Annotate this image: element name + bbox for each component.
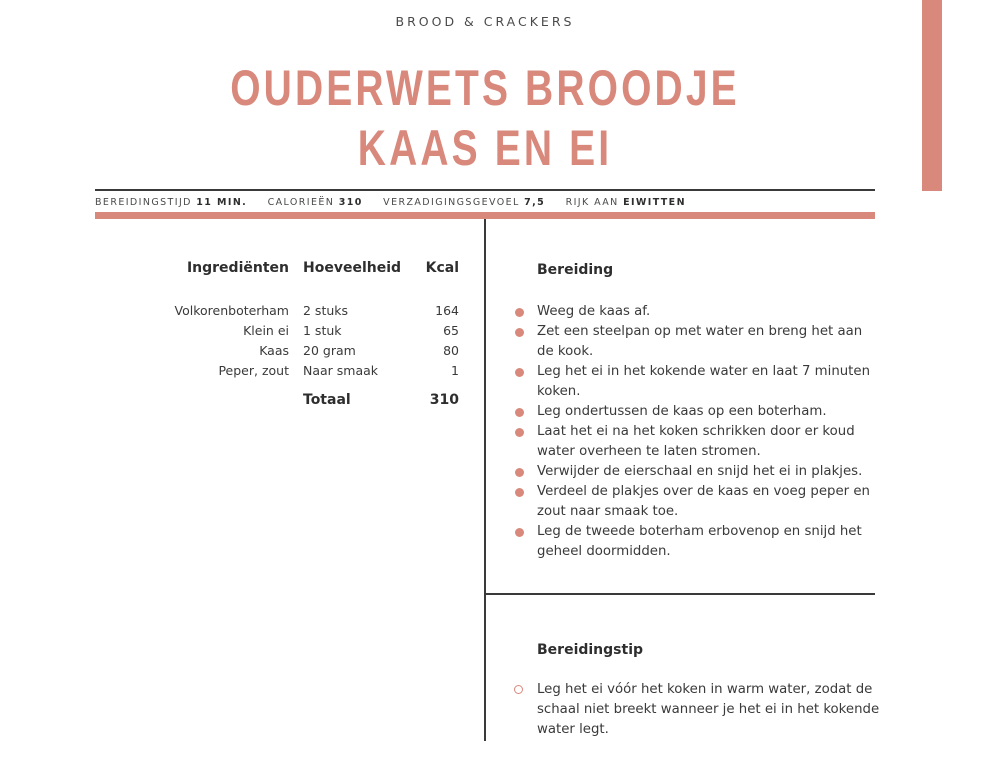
circle-bullet-icon	[514, 685, 523, 694]
title-line-2: KAAS EN EI	[357, 120, 613, 176]
ingredient-kcal: 1	[451, 362, 459, 378]
column-divider	[484, 219, 486, 741]
ingredients-table	[160, 260, 466, 410]
list-item	[510, 302, 882, 322]
category-label: BROOD & CRACKERS	[395, 14, 575, 29]
preparation-steps	[510, 302, 882, 562]
accent-rule	[95, 212, 875, 219]
list-item	[510, 402, 882, 422]
rich-value: EIWITTEN	[623, 197, 686, 208]
header-quantity: Hoeveelheid	[303, 260, 402, 276]
list-item	[510, 522, 882, 562]
cal-label: CALORIEËN	[267, 197, 335, 208]
bullet-icon	[515, 408, 524, 417]
list-item	[510, 422, 882, 462]
list-item	[510, 482, 882, 522]
bullet-icon	[515, 368, 524, 377]
ingredient-qty: 2 stuks	[303, 302, 349, 318]
ingredient-qty: Naar smaak	[303, 362, 379, 378]
top-rule	[95, 189, 875, 191]
tip-list	[510, 680, 882, 740]
step-text: Zet een steelpan op met water en breng het aan de kook.	[537, 324, 863, 359]
list-item	[510, 462, 882, 482]
section-divider	[486, 593, 875, 595]
tip-text: Leg het ei vóór het koken in warm water, zodat de schaal niet breekt wanneer je het ei in het kokende water legt.	[537, 682, 880, 737]
table-row	[160, 360, 466, 380]
bullet-icon	[515, 328, 524, 337]
header-ingredients: Ingrediënten	[186, 260, 289, 276]
ingredient-name: Peper, zout	[218, 362, 289, 378]
tip-heading: Bereidingstip	[537, 642, 644, 658]
rich-label: RIJK AAN	[565, 197, 619, 208]
list-item	[510, 362, 882, 402]
bullet-icon	[515, 428, 524, 437]
ingredient-kcal: 65	[443, 322, 459, 338]
prep-label: BEREIDINGSTIJD	[95, 197, 192, 208]
bullet-icon	[515, 528, 524, 537]
accent-bar	[922, 0, 942, 191]
bullet-icon	[515, 488, 524, 497]
title-line-1: OUDERWETS BROODJE	[230, 60, 740, 116]
table-row	[160, 300, 466, 320]
step-text: Weeg de kaas af.	[537, 304, 651, 319]
bullet-icon	[515, 468, 524, 477]
step-text: Laat het ei na het koken schrikken door er koud water overheen te laten stromen.	[537, 424, 855, 459]
ingredient-name: Volkorenboterham	[174, 302, 289, 318]
ingredient-qty: 20 gram	[303, 342, 356, 358]
recipe-meta	[95, 197, 875, 208]
sat-label: VERZADIGINGSGEVOEL	[383, 197, 520, 208]
prep-value: 11 MIN.	[196, 197, 248, 208]
step-text: Leg de tweede boterham erbovenop en snijd het geheel doormidden.	[537, 524, 862, 559]
ingredient-qty: 1 stuk	[303, 322, 342, 338]
step-text: Verwijder de eierschaal en snijd het ei in plakjes.	[537, 464, 863, 479]
total-value: 310	[429, 392, 459, 408]
table-row	[160, 340, 466, 360]
total-label: Totaal	[303, 392, 351, 408]
sat-value: 7,5	[524, 197, 546, 208]
ingredient-name: Klein ei	[243, 322, 289, 338]
cal-value: 310	[338, 197, 363, 208]
ingredient-kcal: 80	[443, 342, 459, 358]
recipe-title	[181, 58, 789, 178]
step-text: Leg het ei in het kokende water en laat 7 minuten koken.	[537, 364, 870, 399]
list-item	[510, 680, 882, 740]
bullet-icon	[515, 308, 524, 317]
list-item	[510, 322, 882, 362]
table-row	[160, 320, 466, 340]
ingredient-kcal: 164	[435, 302, 459, 318]
step-text: Verdeel de plakjes over de kaas en voeg peper en zout naar smaak toe.	[537, 484, 870, 519]
header-kcal: Kcal	[425, 260, 459, 276]
total-row	[160, 380, 466, 410]
step-text: Leg ondertussen de kaas op een boterham.	[537, 404, 827, 419]
preparation-heading: Bereiding	[537, 262, 614, 278]
ingredient-name: Kaas	[259, 342, 289, 358]
